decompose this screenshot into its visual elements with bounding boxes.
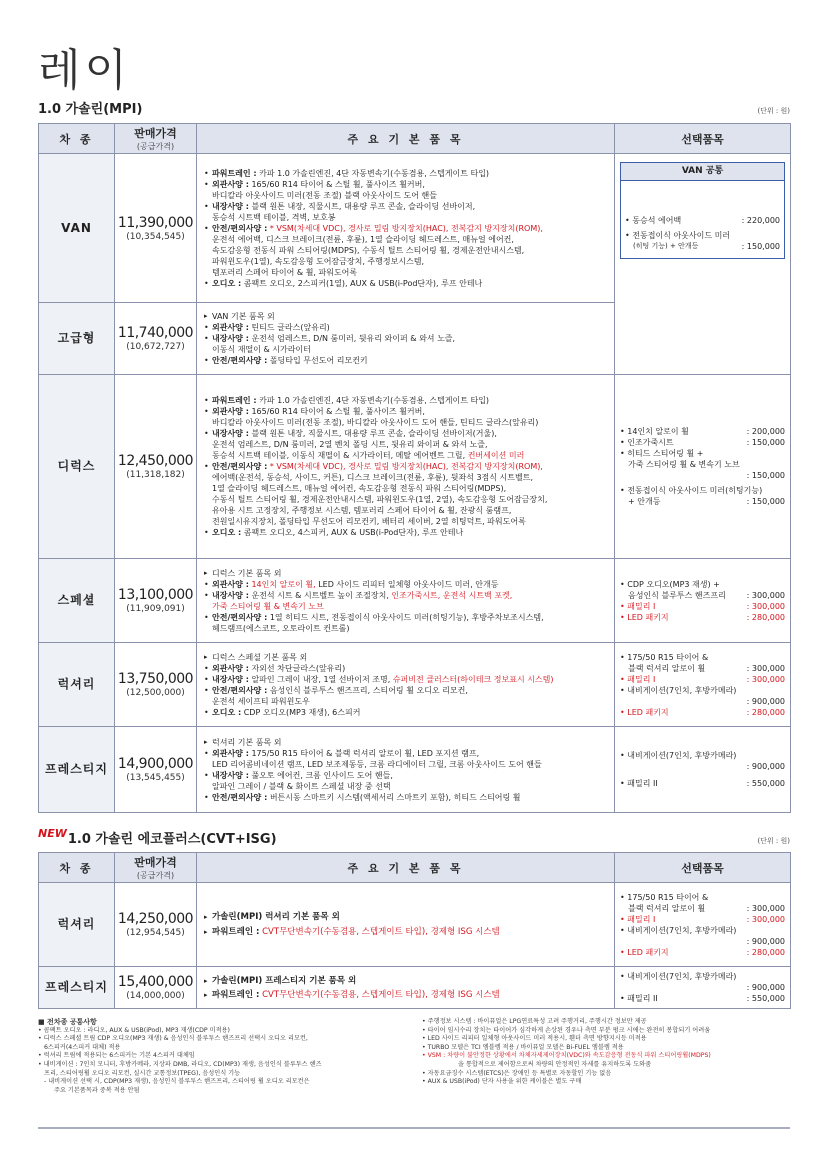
unit-label: (단위 : 원): [757, 107, 790, 115]
table-header-row: [39, 124, 791, 154]
model-name: 럭셔리: [39, 643, 115, 727]
note-item: 6스피커(4스피커 대체) 적용: [44, 1043, 121, 1051]
note-item: 프리, 스티어링휠 오디오 리모컨, 실시간 교통정보(TPEG), 음성인식 기능: [44, 1069, 241, 1077]
basic-items: ▸ 럭셔리 기본 품목 외 • 외관사양 : 175/50 R15 타이어 & 블랙 럭셔리 알로이 휠, LED 포지션 램프, LED 리어콤비네이션 램프, LED 보조제동등, 크롬 라디에이터 그릴, 크롬 아웃사이드 도어 핸들 • 내장사양 : 풀오토 에어컨, 크롬 인사이드 도어 핸들, 알파인 그레이 / 블랙 & 화이트 스페셜 내장 중 선택 • 안전/편의사양 : 버튼시동 스마트키 시스템(액세서리 스마트키 포함), 히티드 스티어링 휠: [197, 727, 615, 813]
note-item: • 자동요금징수 시스템(ETCS)은 장애인 등 특별로 자동할인 기능 없음: [422, 1069, 612, 1077]
table-row-luxury: [39, 643, 791, 727]
price-cell: 13,750,000 (12,500,000): [115, 643, 197, 727]
note-item: • 내비게이션 : 7인치 모니터, 후방카메라, 지상파 DMB, 라디오, CD(MP3) 재생, 음성인식 블루투스 핸즈: [38, 1060, 322, 1068]
options-van-common: [615, 154, 791, 375]
options-luxury: • 175/50 R15 타이어 & 블랙 럭셔리 알로이 휠 : 300,000 • 패밀리 I : 300,000 • 내비게이션(7인치, 후방카메라) : 900,000 • LED 패키지 : 280,000: [615, 643, 791, 727]
header-basic-items: 주 요 기 본 품 목: [197, 853, 615, 883]
new-badge: NEW: [38, 827, 67, 840]
note-item: • 디럭스 스페셜 트림 CDP 오디오(MP3 재생) & 음성인식 블루투스 핸즈프리 선택시 오디오 리모컨,: [38, 1035, 308, 1043]
basic-items: ▸ 디럭스 스페셜 기본 품목 외 • 외관사양 : 자외선 차단글라스(앞유리) • 내장사양 : 알파인 그레이 내장, 1열 선바이저 조명, 슈퍼비전 클러스터(하이테크 정보표시 시스템) • 안전/편의사양 : 음성인식 블루투스 핸즈프리, 스티어링 휠 오디오 리모컨, 운전석 세이프티 파워윈도우 • 오디오 : CDP 오디오(MP3 재생), 6스피커: [197, 643, 615, 727]
model-name: 스페셜: [39, 559, 115, 643]
note-item: • 주행정보 시스템 : 바이퓨얼은 LPG연료특성 고려 주행거리, 주행시간 정보만 제공: [422, 1018, 647, 1025]
price-cell: 15,400,000 (14,000,000): [115, 967, 197, 1009]
page-title: 레이: [38, 45, 132, 96]
notes-heading: ■ 전차종 공통사항: [38, 1018, 97, 1026]
van-common-title: VAN 공통: [621, 163, 784, 181]
model-name: 프레스티지: [39, 967, 115, 1009]
notes-right: [422, 1018, 790, 1087]
price-cell: 11,390,000 (10,354,545): [115, 154, 197, 303]
note-item: - 내비게이션 선택 시, CDP(MP3 재생), 음성인식 블루투스 핸즈프리, 스티어링 휠 오디오 리모컨은: [44, 1078, 310, 1086]
note-item: • AUX & USB(iPod) 단자 사용을 위한 케이블은 별도 구매: [422, 1078, 582, 1086]
price-table-mpi: [38, 123, 791, 813]
header-basic-items: 주 요 기 본 품 목: [197, 124, 615, 154]
header-price: 판매가격 (공급가격): [115, 853, 197, 883]
basic-items: ▸ 가솔린(MPI) 럭셔리 기본 품목 외 ▸ 파워트레인 : CVT무단변속기(수동겸용, 스텝게이트 타입), 경제형 ISG 시스템: [197, 883, 615, 967]
model-name: VAN: [39, 154, 115, 303]
header-model: 차 종: [39, 853, 115, 883]
options-deluxe: • 14인치 알로이 휠 : 200,000 • 인조가죽시트 : 150,000 • 히티드 스티어링 휠 + 가죽 스티어링 휠 & 변속기 노브 : 150,000 • 전동접이식 아웃사이드 미러(히팅기능) + 안개등 : 150,000: [615, 375, 791, 559]
model-name: 고급형: [39, 303, 115, 375]
bottom-rule: [38, 1127, 790, 1129]
note-item: • 럭셔리 트림에 적용되는 6스피커는 기본 4스피커 대체임: [38, 1052, 195, 1060]
table-header-row: [39, 853, 791, 883]
notes-left: [38, 1018, 408, 1095]
note-item: • VSM : 차량이 불안정한 상황에서 차체자세제어장치(VDC)와 속도감응형 전동식 파워 스티어링휠(MDPS): [422, 1052, 711, 1060]
table-row-prestige: [39, 727, 791, 813]
model-name: 디럭스: [39, 375, 115, 559]
price-cell: 14,250,000 (12,954,545): [115, 883, 197, 967]
note-item: • 타이어 임시수리 장치는 타이어가 심각하게 손상된 경우나 측면 부분 펑크 시에는 완전히 봉합되기 어려움: [422, 1026, 711, 1034]
price-cell: 13,100,000 (11,909,091): [115, 559, 197, 643]
price-cell: 12,450,000 (11,318,182): [115, 375, 197, 559]
note-item: • 콤팩트 오디오 : 라디오, AUX & USB(iPod), MP3 재생(CDP 미적용): [38, 1026, 230, 1034]
section-heading-mpi: 1.0 가솔린(MPI): [38, 102, 143, 117]
unit-label: (단위 : 원): [757, 837, 790, 845]
table-row-eco-prestige: [39, 967, 791, 1009]
header-options: 선택품목: [615, 853, 791, 883]
basic-items: ▸ VAN 기본 품목 외 • 외관사양 : 틴티드 글라스(앞유리) • 내장사양 : 운전석 엄레스트, D/N 룸미러, 뒷유리 와이퍼 & 와셔 노즐, 이동식 재떨이 & 시가라이터 • 안전/편의사양 : 폴딩타입 무선도어 리모컨키: [197, 303, 615, 375]
header-price: 판매가격 (공급가격): [115, 124, 197, 154]
options-eco-luxury: • 175/50 R15 타이어 & 블랙 럭셔리 알로이 휠 : 300,000 • 패밀리 I : 300,000 • 내비게이션(7인치, 후방카메라) : 900,000 • LED 패키지 : 280,000: [615, 883, 791, 967]
table-row-van: [39, 154, 791, 303]
table-row-eco-luxury: [39, 883, 791, 967]
options-special: • CDP 오디오(MP3 재생) + 음성인식 블루투스 핸즈프리 : 300,000 • 패밀리 I : 300,000 • LED 패키지 : 280,000: [615, 559, 791, 643]
basic-items: ▸ 디럭스 기본 품목 외 • 외관사양 : 14인치 알로이 휠, LED 사이드 리피터 일체형 아웃사이드 미러, 안개등 • 내장사양 : 운전석 시트 & 시트벨트 높이 조절장치, 인조가죽시트, 운전석 시트백 포켓, 가죽 스티어링 휠 & 변속기 노브 • 안전/편의사양 : 1열 히티드 시트, 전동접이식 아웃사이드 미러(히팅기능), 후방주차보조시스템, 헤드램프(에스코트, 오토라이트 컨트롤): [197, 559, 615, 643]
header-options: 선택품목: [615, 124, 791, 154]
options-eco-prestige: • 내비게이션(7인치, 후방카메라) : 900,000 • 패밀리 II : 550,000: [615, 967, 791, 1009]
table-row-deluxe: [39, 375, 791, 559]
note-item: • TURBO 모델은 TCI 엠블렘 적용 / 바이퓨얼 모델은 Bi-FUEL 엠블렘 적용: [422, 1043, 624, 1051]
header-model: 차 종: [39, 124, 115, 154]
model-name: 프레스티지: [39, 727, 115, 813]
basic-items: ▸ 가솔린(MPI) 프레스티지 기본 품목 외 ▸ 파워트레인 : CVT무단변속기(수동겸용, 스텝게이트 타입), 경제형 ISG 시스템: [197, 967, 615, 1009]
basic-items: • 파워트레인 : 카파 1.0 가솔린엔진, 4단 자동변속기(수동겸용, 스텝게이트 타입) • 외관사양 : 165/60 R14 타이어 & 스틸 휠, 풀사이즈 휠커버, 바디칼라 아웃사이드 미러(전동 조절) 블랙 아웃사이드 도어 핸들 • 내장사양 : 블랙 원톤 내장, 직물시트, 대용량 루프 콘솔, 슬라이딩 선바이저, 동승석 시트백 테이블, 격벽, 보호봉 • 안전/편의사양 : * VSM(차세대 VDC), 경사로 밀림 방지장치(HAC), 전복감지 방지장치(ROM), 운전석 에어백, 디스크 브레이크(전륜, 후륜), 1열 슬라이딩 헤드레스트, 매뉴얼 에어컨, 속도감응형 전동식 파워 스티어링(MDPS), 수동식 틸트 스티어링 휠, 경제운전안내시스템, 파워윈도우(1열), 속도감응형 도어잠금장치, 주행정보시스템, 템포러리 스페어 타이어 & 휠, 파워도어록 • 오디오 : 콤팩트 오디오, 2스피커(1열), AUX & USB(i-Pod단자), 루프 안테나: [197, 154, 615, 303]
basic-items: • 파워트레인 : 카파 1.0 가솔린엔진, 4단 자동변속기(수동겸용, 스텝게이트 타입) • 외관사양 : 165/60 R14 타이어 & 스틸 휠, 풀사이즈 휠커버, 바디칼라 아웃사이드 미러(전동 조절), 바디칼라 아웃사이드 도어 핸들, 틴티드 글라스(앞유리) • 내장사양 : 블랙 원톤 내장, 직물시트, 대용량 루프 콘솔, 슬라이딩 선바이저(거울), 운전석 엄레스트, D/N 룸미러, 2열 벤치 폴딩 시트, 뒷유리 와이퍼 & 와셔 노즐, 동승석 시트백 테이블, 이동식 재떨이 & 시가라이터, 메탈 에어벤트 그릴, 컨버세이션 미러 • 안전/편의사양 : * VSM(차세대 VDC), 경사로 밀림 방지장치(HAC), 전복감지 방지장치(ROM), 에어백(운전석, 동승석, 사이드, 커튼), 디스크 브레이크(전륜, 후륜), 뒷좌석 3점식 시트벨트, 1열 슬라이딩 헤드레스트, 매뉴얼 에어컨, 속도감응형 전동식 파워 스티어링(MDPS), 수동식 틸트 스티어링 휠, 경제운전안내시스템, 파워윈도우(1열, 2열), 속도감응형 도어잠금장치, 유아용 시트 고정장치, 주행정보 시스템, 템포러리 스페어 타이어 & 휠, 잔광식 룸램프, 전원일시유지장치, 폴딩타입 무선도어 리모컨키, 배터리 세이버, 2열 히팅덕트, 파워도어록 • 오디오 : 콤팩트 오디오, 4스피커, AUX & USB(i-Pod단자), 루프 안테나: [197, 375, 615, 559]
note-item: 주요 기본품목과 중복 적용 안됨: [54, 1086, 140, 1094]
price-table-ecoplus: [38, 852, 791, 1009]
options-prestige: • 내비게이션(7인치, 후방카메라) : 900,000 • 패밀리 II : 550,000: [615, 727, 791, 813]
note-item: • LED 사이드 리피터 일체형 아웃사이드 미러 적용시, 휀더 측면 방향지시등 미적용: [422, 1035, 647, 1043]
table-row-special: [39, 559, 791, 643]
note-item: 을 통합적으로 제어함으로써 차량의 안정적인 자세를 유지하도록 도와줌: [458, 1060, 652, 1068]
model-name: 럭셔리: [39, 883, 115, 967]
price-cell: 14,900,000 (13,545,455): [115, 727, 197, 813]
price-cell: 11,740,000 (10,672,727): [115, 303, 197, 375]
section-heading-ecoplus: $^{NEW}$1.0 가솔린 에코플러스(CVT+ISG): [38, 827, 277, 847]
van-common-box: VAN 공통 • 동승석 에어백 : 220,000 • 전동접이식 아웃사이드 미러 (히팅 기능) + 안개등 : 150,000: [620, 162, 785, 259]
